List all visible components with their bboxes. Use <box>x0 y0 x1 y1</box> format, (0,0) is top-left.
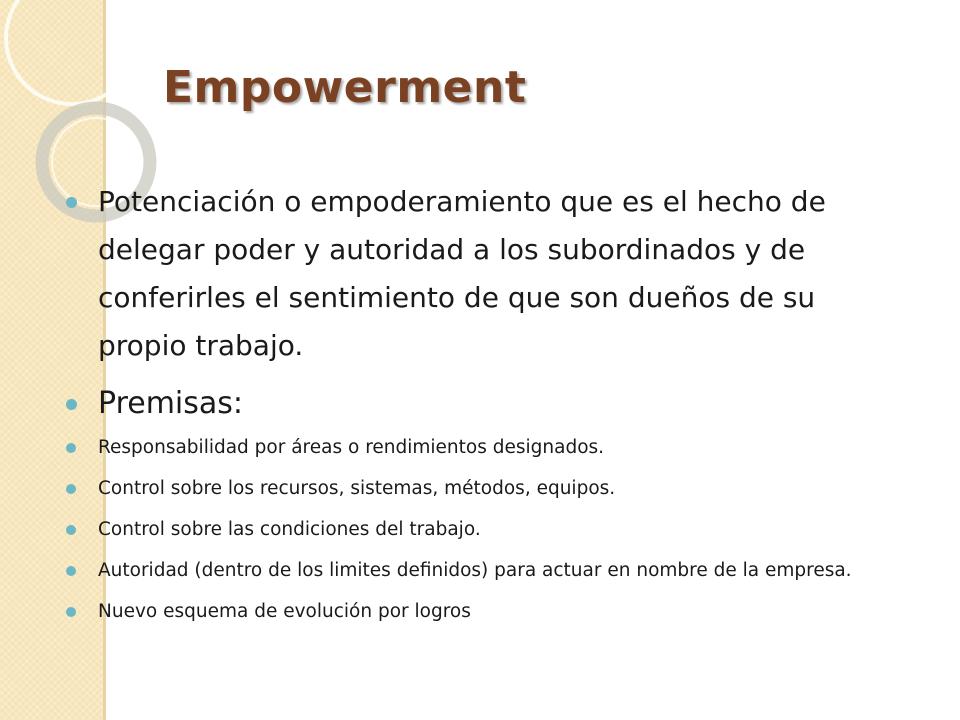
bullet-dot-icon <box>66 566 76 576</box>
bullet-dot-icon <box>66 197 77 208</box>
bullet-dot-icon <box>66 443 76 453</box>
slide-title: Empowerment <box>163 62 527 113</box>
bullet-item-control-condiciones <box>64 516 904 543</box>
decorative-ring-large <box>6 0 138 104</box>
bullet-text: Potenciación o empoderamiento que es el hecho de delegar poder y autoridad a los subordinados y de conferirles el sentimiento de que son dueños de su propio trabajo. <box>98 185 826 362</box>
bullet-dot-icon <box>66 484 76 494</box>
bullet-item-responsabilidad <box>64 434 904 461</box>
bullet-text: Autoridad (dentro de los limites definidos) para actuar en nombre de la empresa. <box>98 560 852 581</box>
bullet-text: Control sobre los recursos, sistemas, métodos, equipos. <box>98 478 616 499</box>
bullet-text: Premisas: <box>98 386 244 421</box>
bullet-text: Nuevo esquema de evolución por logros <box>98 601 471 622</box>
bullet-dot-icon <box>66 525 76 535</box>
bullet-text: Responsabilidad por áreas o rendimientos designados. <box>98 437 605 458</box>
bullet-dot-icon <box>66 607 76 617</box>
bullet-item-premisas <box>64 382 904 426</box>
bullet-item-nuevo-esquema <box>64 598 904 625</box>
bullet-dot-icon <box>66 399 77 410</box>
bullet-item-autoridad <box>64 557 904 584</box>
bullet-list <box>64 178 904 639</box>
bullet-item-definition <box>64 178 904 370</box>
bullet-item-control-recursos <box>64 475 904 502</box>
bullet-text: Control sobre las condiciones del trabajo. <box>98 519 481 540</box>
